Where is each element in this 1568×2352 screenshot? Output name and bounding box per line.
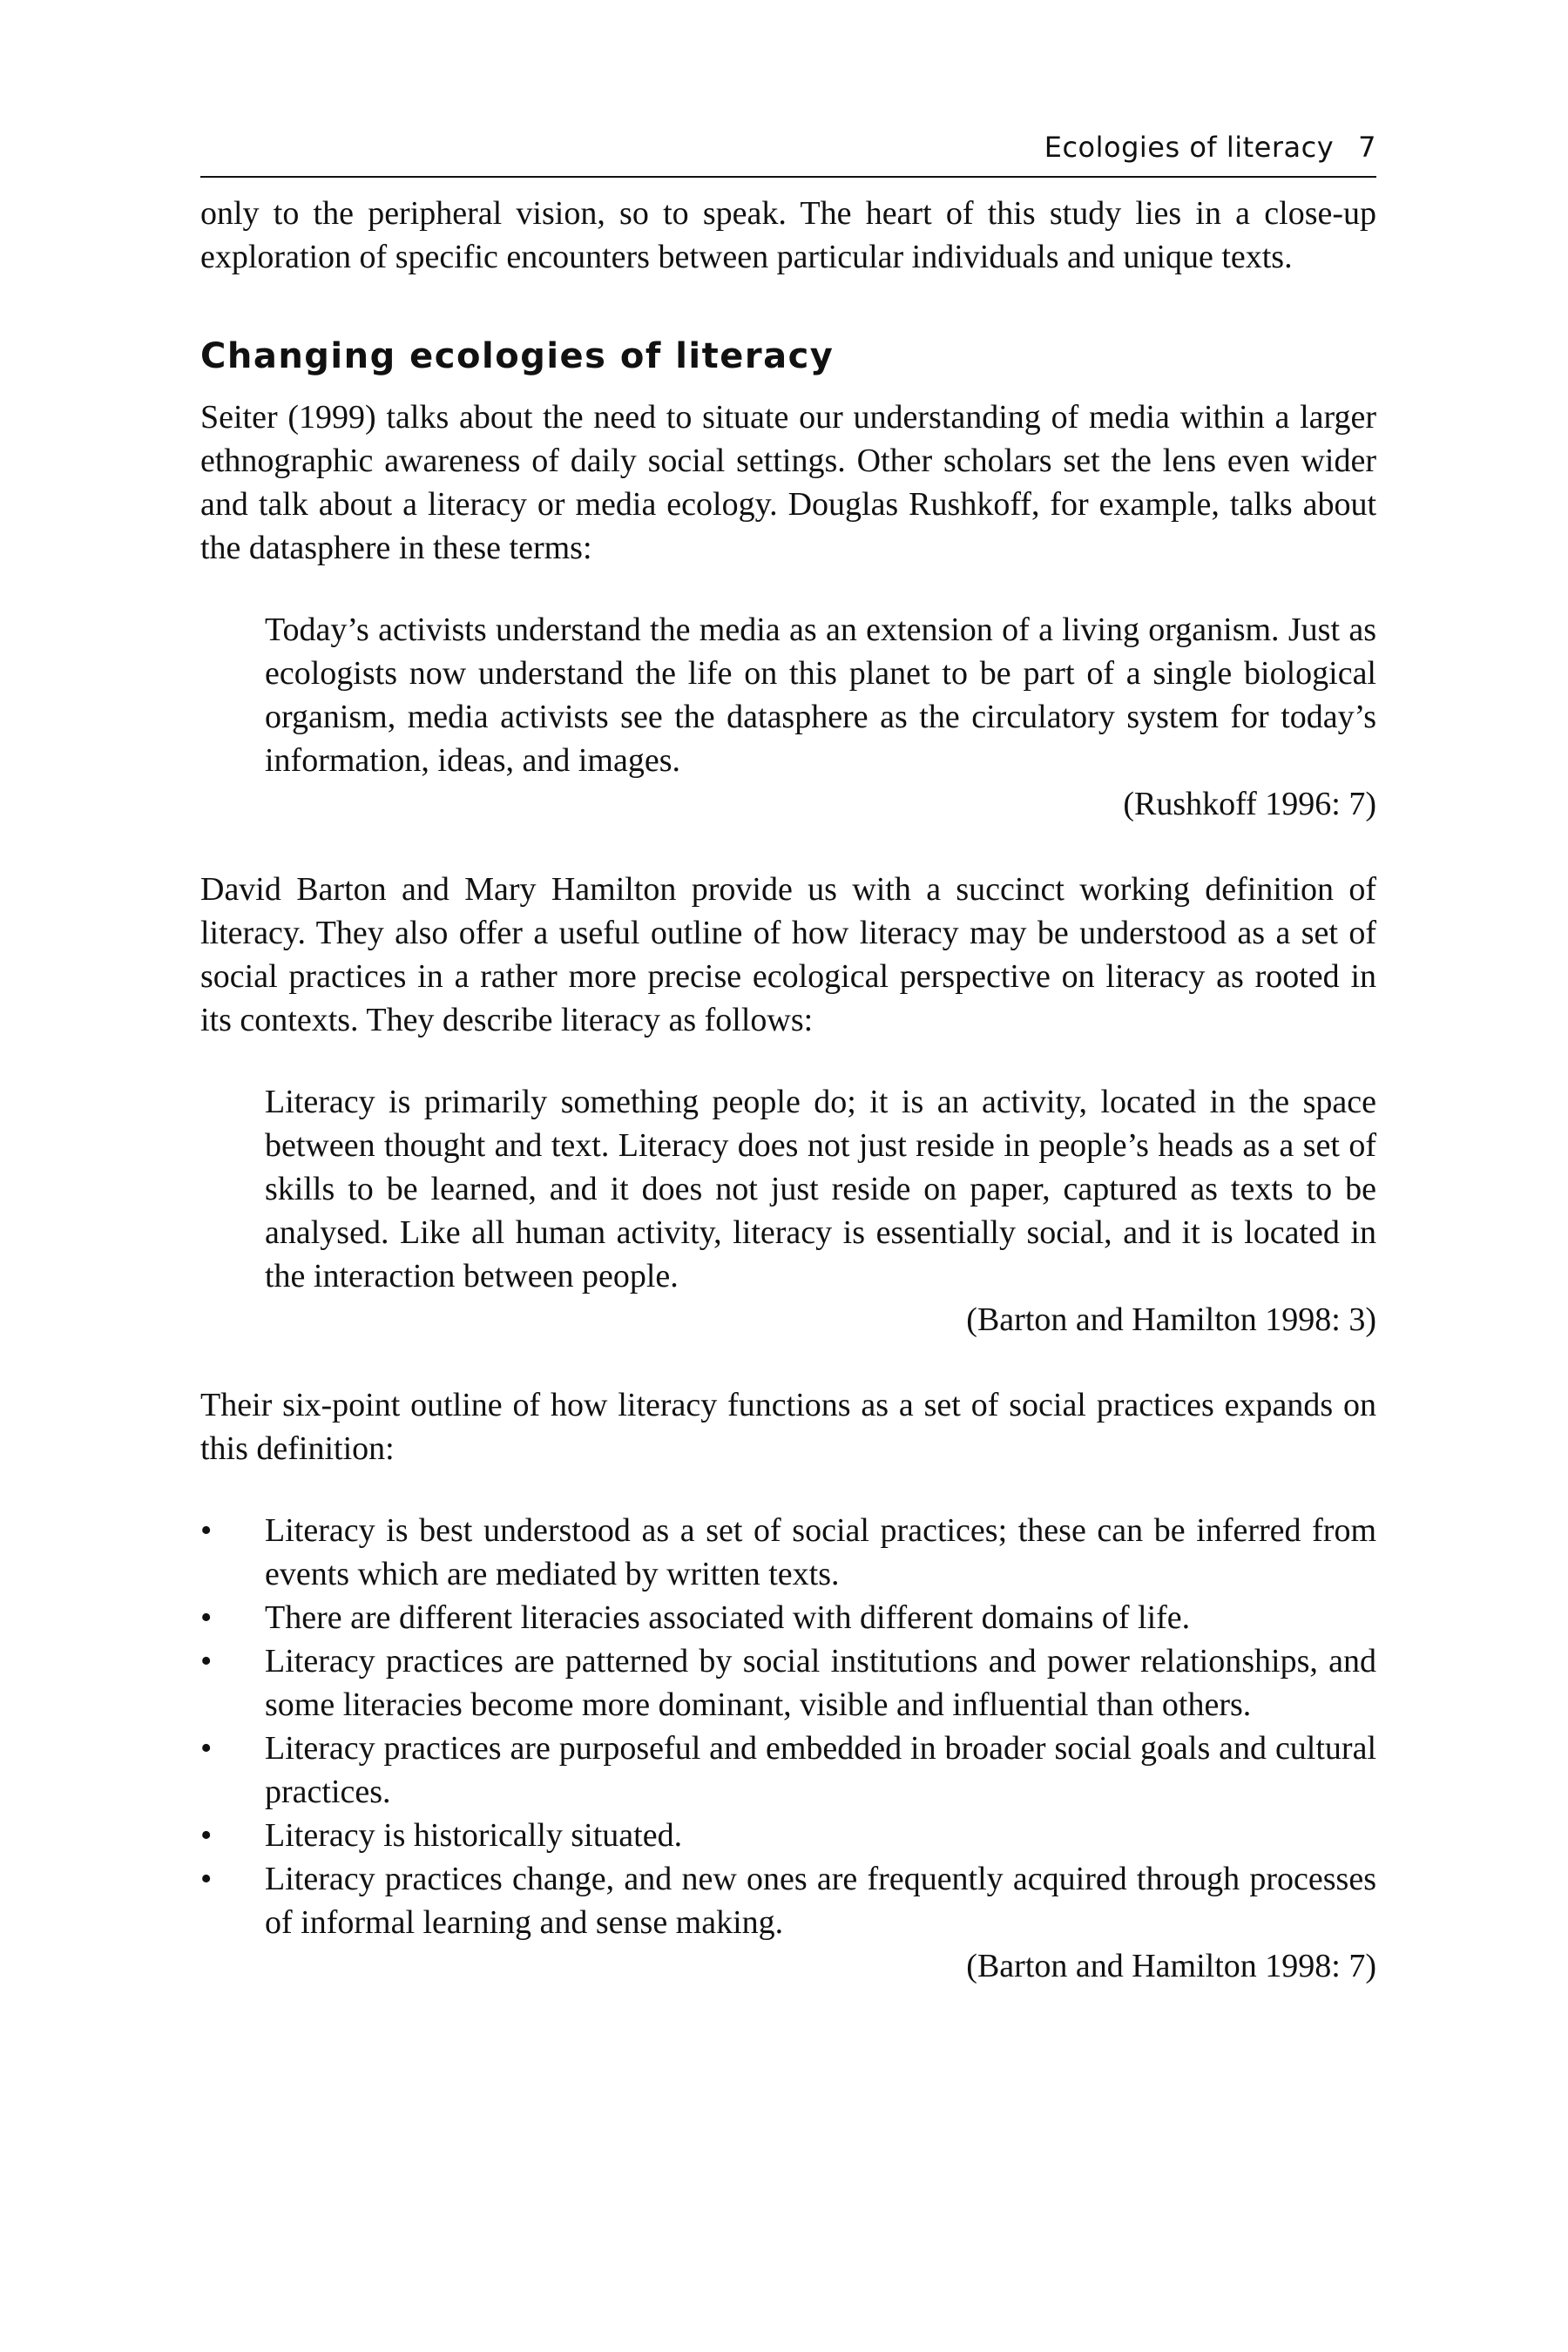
list-item [200, 1857, 1376, 1944]
section-heading: Changing ecologies of literacy [200, 336, 835, 376]
list-item [200, 1509, 1376, 1596]
list-citation: (Barton and Hamilton 1998: 7) [966, 1948, 1376, 1984]
list-item-text: Literacy is best understood as a set of social practices; these can be inferred from events which are mediated by written texts. [265, 1512, 1376, 1592]
list-item-text: Literacy practices are purposeful and embedded in broader social goals and cultural practices. [265, 1730, 1376, 1810]
list-item [200, 1596, 1376, 1639]
body-text [200, 192, 1376, 1988]
page-number: 7 [1358, 131, 1376, 164]
list-item-text: There are different literacies associated with different domains of life. [265, 1599, 1191, 1636]
bullet-icon: • [200, 1599, 213, 1636]
list-item-text: Literacy practices change, and new ones are frequently acquired through processes of informal learning and sense making. [265, 1861, 1376, 1941]
book-page [200, 131, 1376, 1988]
list-item-text: Literacy practices are patterned by social institutions and power relationships, and some literacies become more dominant, visible and influential than others. [265, 1643, 1376, 1723]
bullet-icon: • [200, 1512, 213, 1549]
paragraph-six-point-outline: Their six-point outline of how literacy functions as a set of social practices expands on this definition: [200, 1387, 1376, 1467]
paragraph-seiter: Seiter (1999) talks about the need to situate our understanding of media within a larger ethnographic awareness of daily social settings. Other scholars set the lens even wider and talk about a literacy or media ecology. Douglas Rushkoff, for example, talks about the datasphere in these terms: [200, 399, 1376, 566]
block-quote-barton-hamilton [265, 1080, 1376, 1342]
quote-citation: (Barton and Hamilton 1998: 3) [966, 1301, 1376, 1338]
bullet-icon: • [200, 1861, 213, 1897]
list-item [200, 1639, 1376, 1727]
quote-text: Today’s activists understand the media as an extension of a living organism. Just as ecologists now understand the life on this planet to be part of a single biological organism, media activists see the datasphere as the circulatory system for today’s information, ideas, and images. [265, 612, 1376, 779]
list-item-text: Literacy is historically situated. [265, 1817, 683, 1854]
running-title: Ecologies of literacy [1044, 131, 1335, 164]
bullet-icon: • [200, 1643, 213, 1680]
bullet-icon: • [200, 1817, 213, 1854]
paragraph-barton-hamilton: David Barton and Mary Hamilton provide us with a succinct working definition of literacy. They also offer a useful outline of how literacy may be understood as a set of social practices in a rather more precise ecological perspective on literacy as rooted in its contexts. They describe literacy as follows: [200, 871, 1376, 1038]
running-header [200, 131, 1376, 178]
bullet-icon: • [200, 1730, 213, 1767]
list-item [200, 1814, 1376, 1857]
block-quote-rushkoff [265, 608, 1376, 826]
list-item [200, 1727, 1376, 1814]
bullet-list [200, 1509, 1376, 1944]
quote-text: Literacy is primarily something people do; it is an activity, located in the space between thought and text. Literacy does not just reside in people’s heads as a set of skills to be learned, and it does not just reside on paper, captured as texts to be analysed. Like all human activity, literacy is essentially social, and it is located in the interaction between people. [265, 1084, 1376, 1294]
intro-paragraph: only to the peripheral vision, so to speak. The heart of this study lies in a close-up exploration of specific encounters between particular individuals and unique texts. [200, 195, 1376, 275]
quote-citation: (Rushkoff 1996: 7) [1123, 786, 1376, 822]
